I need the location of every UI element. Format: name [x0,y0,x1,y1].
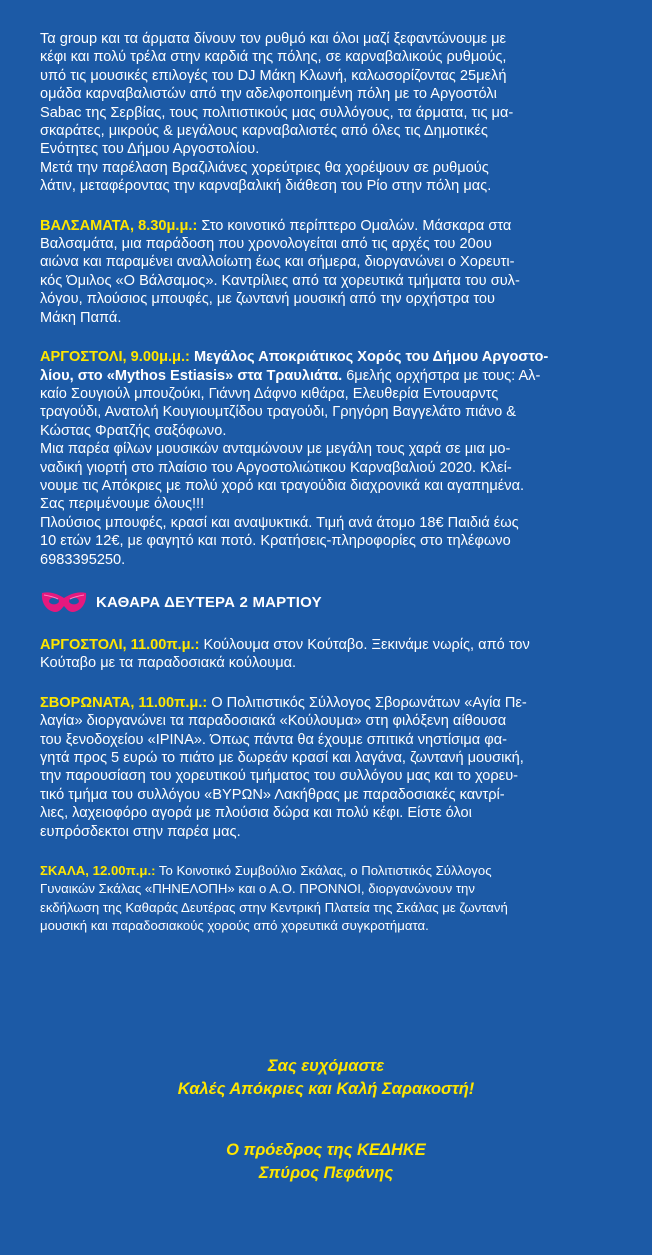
event-label: ΑΡΓΟΣΤΟΛΙ, 11.00π.μ.: [40,636,200,653]
day-header [40,590,616,616]
svoronata-event [40,694,616,841]
event-text: Ο Πολιτιστικός Σύλλογος Σβορωνάτων «Αγία Πε- [207,694,527,711]
signature-title: Ο πρόεδρος της ΚΕΔΗΚΕ [226,1141,426,1159]
event-line: του ξενοδοχείου «IPINA». Όπως πάντα θα έχουμε σπιτικά νηστίσιμα φα- [40,731,508,748]
event-line: 10 ετών 12€, με φαγητό και ποτό. Κρατήσεις-πληροφορίες στο τηλέφωνο [40,533,511,550]
event-line: Γυναικών Σκάλας «ΠΗΝΕΛΟΠΗ» και ο Α.Ο. ΠΡΟΝΝΟΙ, διοργανώνουν την [40,881,475,897]
day-header-title: ΚΑΘΑΡΑ ΔΕΥΤΕΡΑ 2 ΜΑΡΤΙΟΥ [96,594,322,612]
intro-line: κέφι και πολύ τρέλα στην καρδιά της πόλης, σε καρναβαλικούς ρυθμούς, [40,49,507,66]
event-line: λόγου, πλούσιος μπουφές, με ζωντανή μουσική από την ορχήστρα του [40,291,495,308]
event-title: Μεγάλος Αποκριάτικος Χορός του Δήμου Αργοστο- [189,349,549,366]
program-page [40,30,616,957]
carnival-mask-icon [40,590,88,616]
event-label: ΑΡΓΟΣΤΟΛΙ, 9.00μ.μ.: [40,349,190,366]
event-line: Σας περιμένουμε όλους!!! [40,496,205,513]
event-line: Μια παρέα φίλων μουσικών ανταμώνουν με μεγάλη τους χαρά σε μια μο- [40,441,511,458]
event-line: τραγούδι, Ανατολή Κουγιουμτζίδου τραγούδι, Γρηγόρη Βαγγελάτο πιάνο & [40,404,517,421]
event-line: μουσική και παραδοσιακούς χορούς από χορευτικά συγκροτήματα. [40,918,429,934]
intro-line: λάτιν, μεταφέροντας την καρναβαλική διάθεση του Ρίο στην πόλη μας. [40,178,492,195]
closing-wishes [0,1055,652,1101]
event-text: Το Κοινοτικό Συμβούλιο Σκάλας, ο Πολιτιστικός Σύλλογος [155,863,492,879]
intro-paragraph [40,30,616,196]
argostoli-ball-event [40,348,616,569]
event-line: ευπρόσδεκτοι στην παρέα μας. [40,823,241,840]
event-line: Μάκη Παπά. [40,309,122,326]
event-line: νουμε τις Απόκριες με πολύ χορό και τραγούδια διαχρονικά και αγαπημένα. [40,477,525,494]
intro-line: σκαράτες, μικρούς & μεγάλους καρναβαλιστές από όλες τις Δημοτικές [40,123,488,140]
event-line: Κώστας Φρατζής σαξόφωνο. [40,422,227,439]
argostoli-koulouma-event [40,636,616,673]
event-line: 6983395250. [40,551,126,568]
event-line: Βαλσαμάτα, μια παράδοση που χρονολογείται από τις αρχές του 20ου [40,236,492,253]
event-label: ΣΚΑΛΑ, 12.00π.μ.: [40,863,156,879]
signature-name: Σπύρος Πεφάνης [258,1164,394,1182]
intro-line: Μετά την παρέλαση Βραζιλιάνες χορεύτριες θα χορέψουν σε ρυθμούς [40,159,489,176]
event-line: την παρουσίαση του χορευτικού τμήματος του συλλόγου μας και το χορευ- [40,768,519,785]
event-title: λίου, στο «Mythos Estiasis» στα Τραυλιάτα. [40,367,343,384]
event-line: λιες, λαχειοφόρο αγορά με πλούσια δώρα και πολύ κέφι. Είστε όλοι [40,805,472,822]
intro-line: ομάδα καρναβαλιστών από την αδελφοποιημένη πόλη με το Αργοστόλι [40,86,497,103]
event-line: λαγία» διοργανώνει τα παραδοσιακά «Κούλουμα» στη φιλόξενη αίθουσα [40,713,507,730]
event-text: 6μελής ορχήστρα με τους: Αλ- [342,367,541,384]
closing-signature [0,1139,652,1185]
event-line: τικό τμήμα του συλλόγου «ΒΥΡΩΝ» Λακήθρας με παραδοσιακές καντρί- [40,786,505,803]
event-line: εκδήλωση της Καθαράς Δευτέρας στην Κεντρική Πλατεία της Σκάλας με ζωντανή [40,899,508,915]
intro-line: Ενότητες του Δήμου Αργοστολίου. [40,141,260,158]
intro-line: Sabac της Σερβίας, τους πολιτιστικούς μας συλλόγους, τα άρματα, τις μα- [40,104,514,121]
event-label: ΣΒΟΡΩΝΑΤΑ, 11.00π.μ.: [40,694,208,711]
event-text: Κούλουμα στον Κούταβο. Ξεκινάμε νωρίς, από τον [199,636,530,653]
closing-line: Σας ευχόμαστε [267,1057,385,1075]
event-line: καίο Σουγιούλ μπουζούκι, Γιάννη Δάφνο κιθάρα, Ελευθερία Εντουαρντς [40,385,499,402]
intro-line: υπό τις μουσικές επιλογές του DJ Μάκη Κλωνή, καλωσορίζοντας 25μελή [40,67,507,84]
event-line: Πλούσιος μπουφές, κρασί και αναψυκτικά. Τιμή ανά άτομο 18€ Παιδιά έως [40,514,519,531]
event-line: γητά προς 5 ευρώ το πιάτο με δωρεάν κρασί και λαγάνα, ζωντανή μουσική, [40,750,524,766]
intro-line: Τα group και τα άρματα δίνουν τον ρυθμό και όλοι μαζί ξεφαντώνουμε με [40,31,507,47]
event-line: ναδική γιορτή στο πλαίσιο του Αργοστολιώτικου Καρναβαλιού 2020. Κλεί- [40,459,512,476]
event-label: ΒΑΛΣΑΜΑΤΑ, 8.30μ.μ.: [40,217,198,234]
event-text: Στο κοινοτικό περίπτερο Ομαλών. Μάσκαρα στα [197,217,512,234]
event-line: αιώνα και παραμένει αναλλοίωτη έως και σήμερα, διοργανώνει ο Χορευτι- [40,254,515,271]
event-line: κός Όμιλος «Ο Βάλσαμος». Καντρίλιες από τα χορευτικά τμήματα του συλ- [40,272,520,289]
skala-event [40,862,616,936]
valsamata-event [40,217,616,327]
closing-line: Καλές Απόκριες και Καλή Σαρακοστή! [177,1080,475,1098]
event-line: Κούταβο με τα παραδοσιακά κούλουμα. [40,655,297,672]
